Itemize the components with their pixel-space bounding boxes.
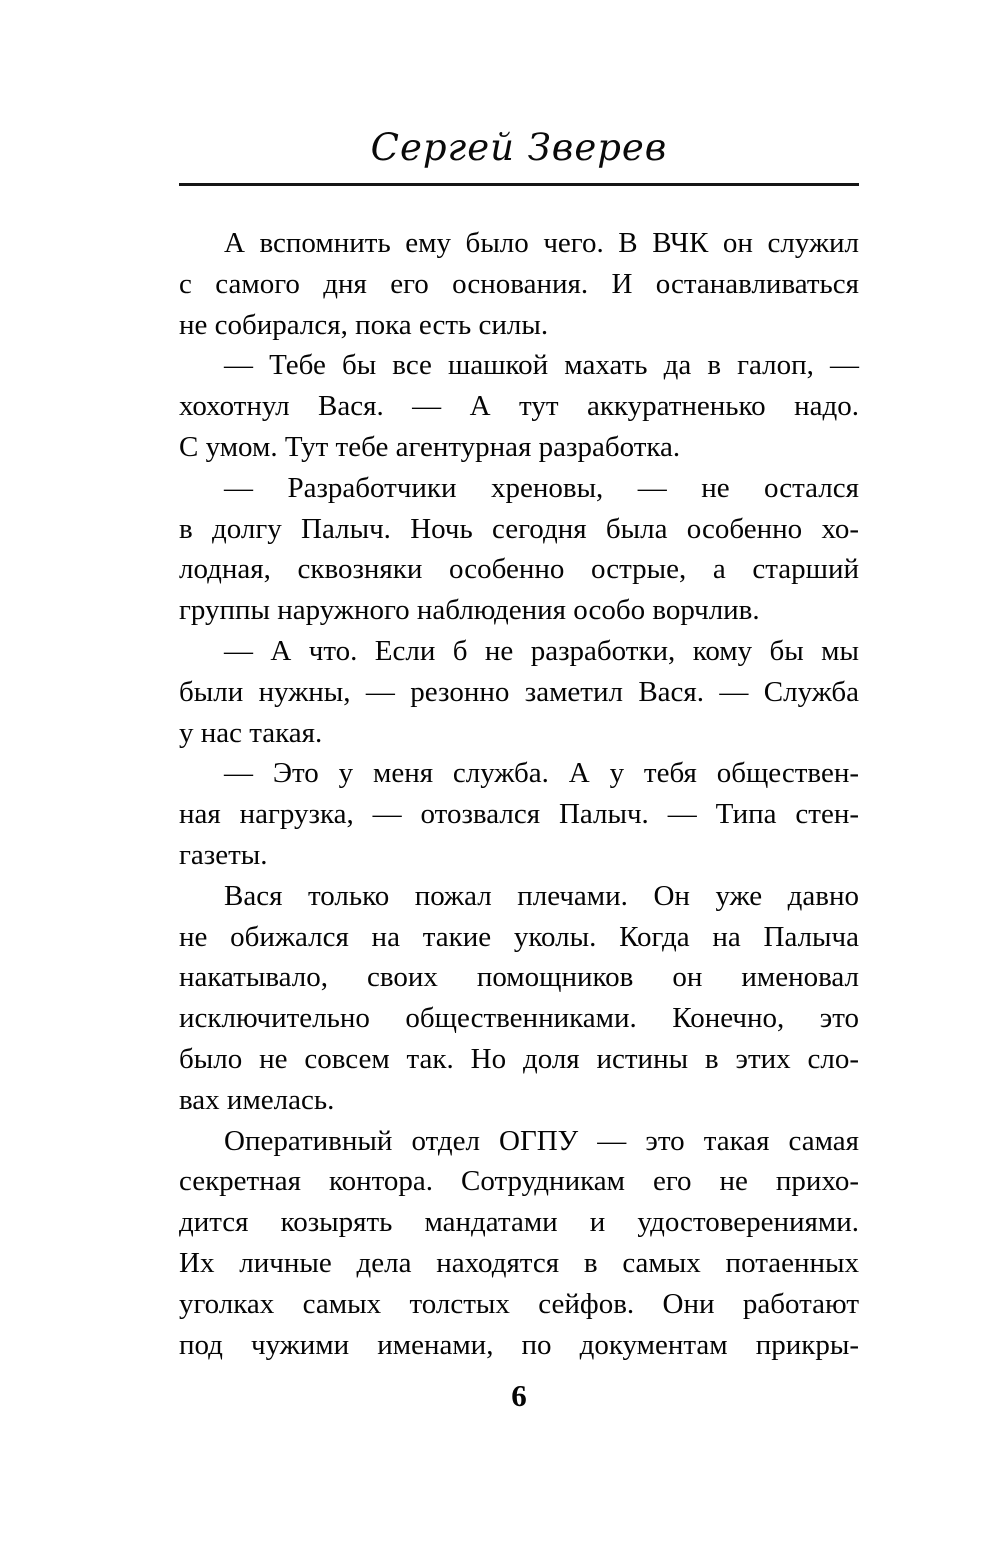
text-line: с самого дня его основания. И останавливаться bbox=[179, 267, 859, 300]
text-line: — А что. Если б не разработки, кому бы мы bbox=[224, 634, 859, 667]
paragraph bbox=[179, 753, 859, 875]
text-line: А вспомнить ему было чего. В ВЧК он служил bbox=[224, 227, 859, 259]
text-line: были нужны, — резонно заметил Вася. — Служба bbox=[179, 675, 859, 708]
text-line: не обижался на такие уколы. Когда на Палыча bbox=[179, 920, 859, 953]
paragraph bbox=[179, 223, 859, 345]
text-line: Их личные дела находятся в самых потаенных bbox=[179, 1246, 859, 1279]
body-text bbox=[179, 223, 859, 1365]
running-header-author: Сергей Зверев bbox=[370, 126, 668, 169]
text-line: дится козырять мандатами и удостоверениями. bbox=[179, 1206, 859, 1239]
text-line: секретная контора. Сотрудникам его не прихо- bbox=[179, 1165, 859, 1198]
text-line: в долгу Палыч. Ночь сегодня была особенно хо- bbox=[179, 512, 859, 545]
paragraph bbox=[179, 345, 859, 467]
text-line: у нас такая. bbox=[179, 716, 323, 749]
header-rule bbox=[179, 183, 859, 186]
text-line: — Это у меня служба. А у тебя обществен- bbox=[224, 757, 859, 790]
paragraph bbox=[179, 876, 859, 1121]
text-line: хохотнул Вася. — А тут аккуратненько надо. bbox=[179, 390, 859, 423]
page-number: 6 bbox=[511, 1378, 527, 1413]
text-line: не собирался, пока есть силы. bbox=[179, 308, 549, 341]
text-line: С умом. Тут тебе агентурная разработка. bbox=[179, 430, 681, 463]
text-line: под чужими именами, по документам прикры- bbox=[179, 1328, 859, 1361]
paragraph bbox=[179, 631, 859, 753]
text-line: было не совсем так. Но доля истины в этих сло- bbox=[179, 1042, 859, 1075]
text-line: газеты. bbox=[179, 838, 268, 871]
text-line: вах имелась. bbox=[179, 1083, 335, 1116]
text-line: — Тебе бы все шашкой махать да в галоп, — bbox=[224, 349, 859, 382]
text-line: лодная, сквозняки особенно острые, а старший bbox=[179, 553, 859, 586]
text-line: исключительно общественниками. Конечно, это bbox=[179, 1002, 859, 1035]
text-line: ная нагрузка, — отозвался Палыч. — Типа стен- bbox=[179, 798, 859, 831]
paragraph bbox=[179, 1121, 859, 1366]
text-line: Вася только пожал плечами. Он уже давно bbox=[224, 879, 859, 912]
text-line: уголках самых толстых сейфов. Они работают bbox=[179, 1287, 859, 1320]
text-line: накатывало, своих помощников он именовал bbox=[179, 961, 859, 994]
text-line: — Разработчики хреновы, — не остался bbox=[224, 471, 859, 504]
text-line: группы наружного наблюдения особо ворчлив. bbox=[179, 594, 760, 627]
text-line: Оперативный отдел ОГПУ — это такая самая bbox=[224, 1124, 859, 1157]
paragraph bbox=[179, 468, 859, 631]
